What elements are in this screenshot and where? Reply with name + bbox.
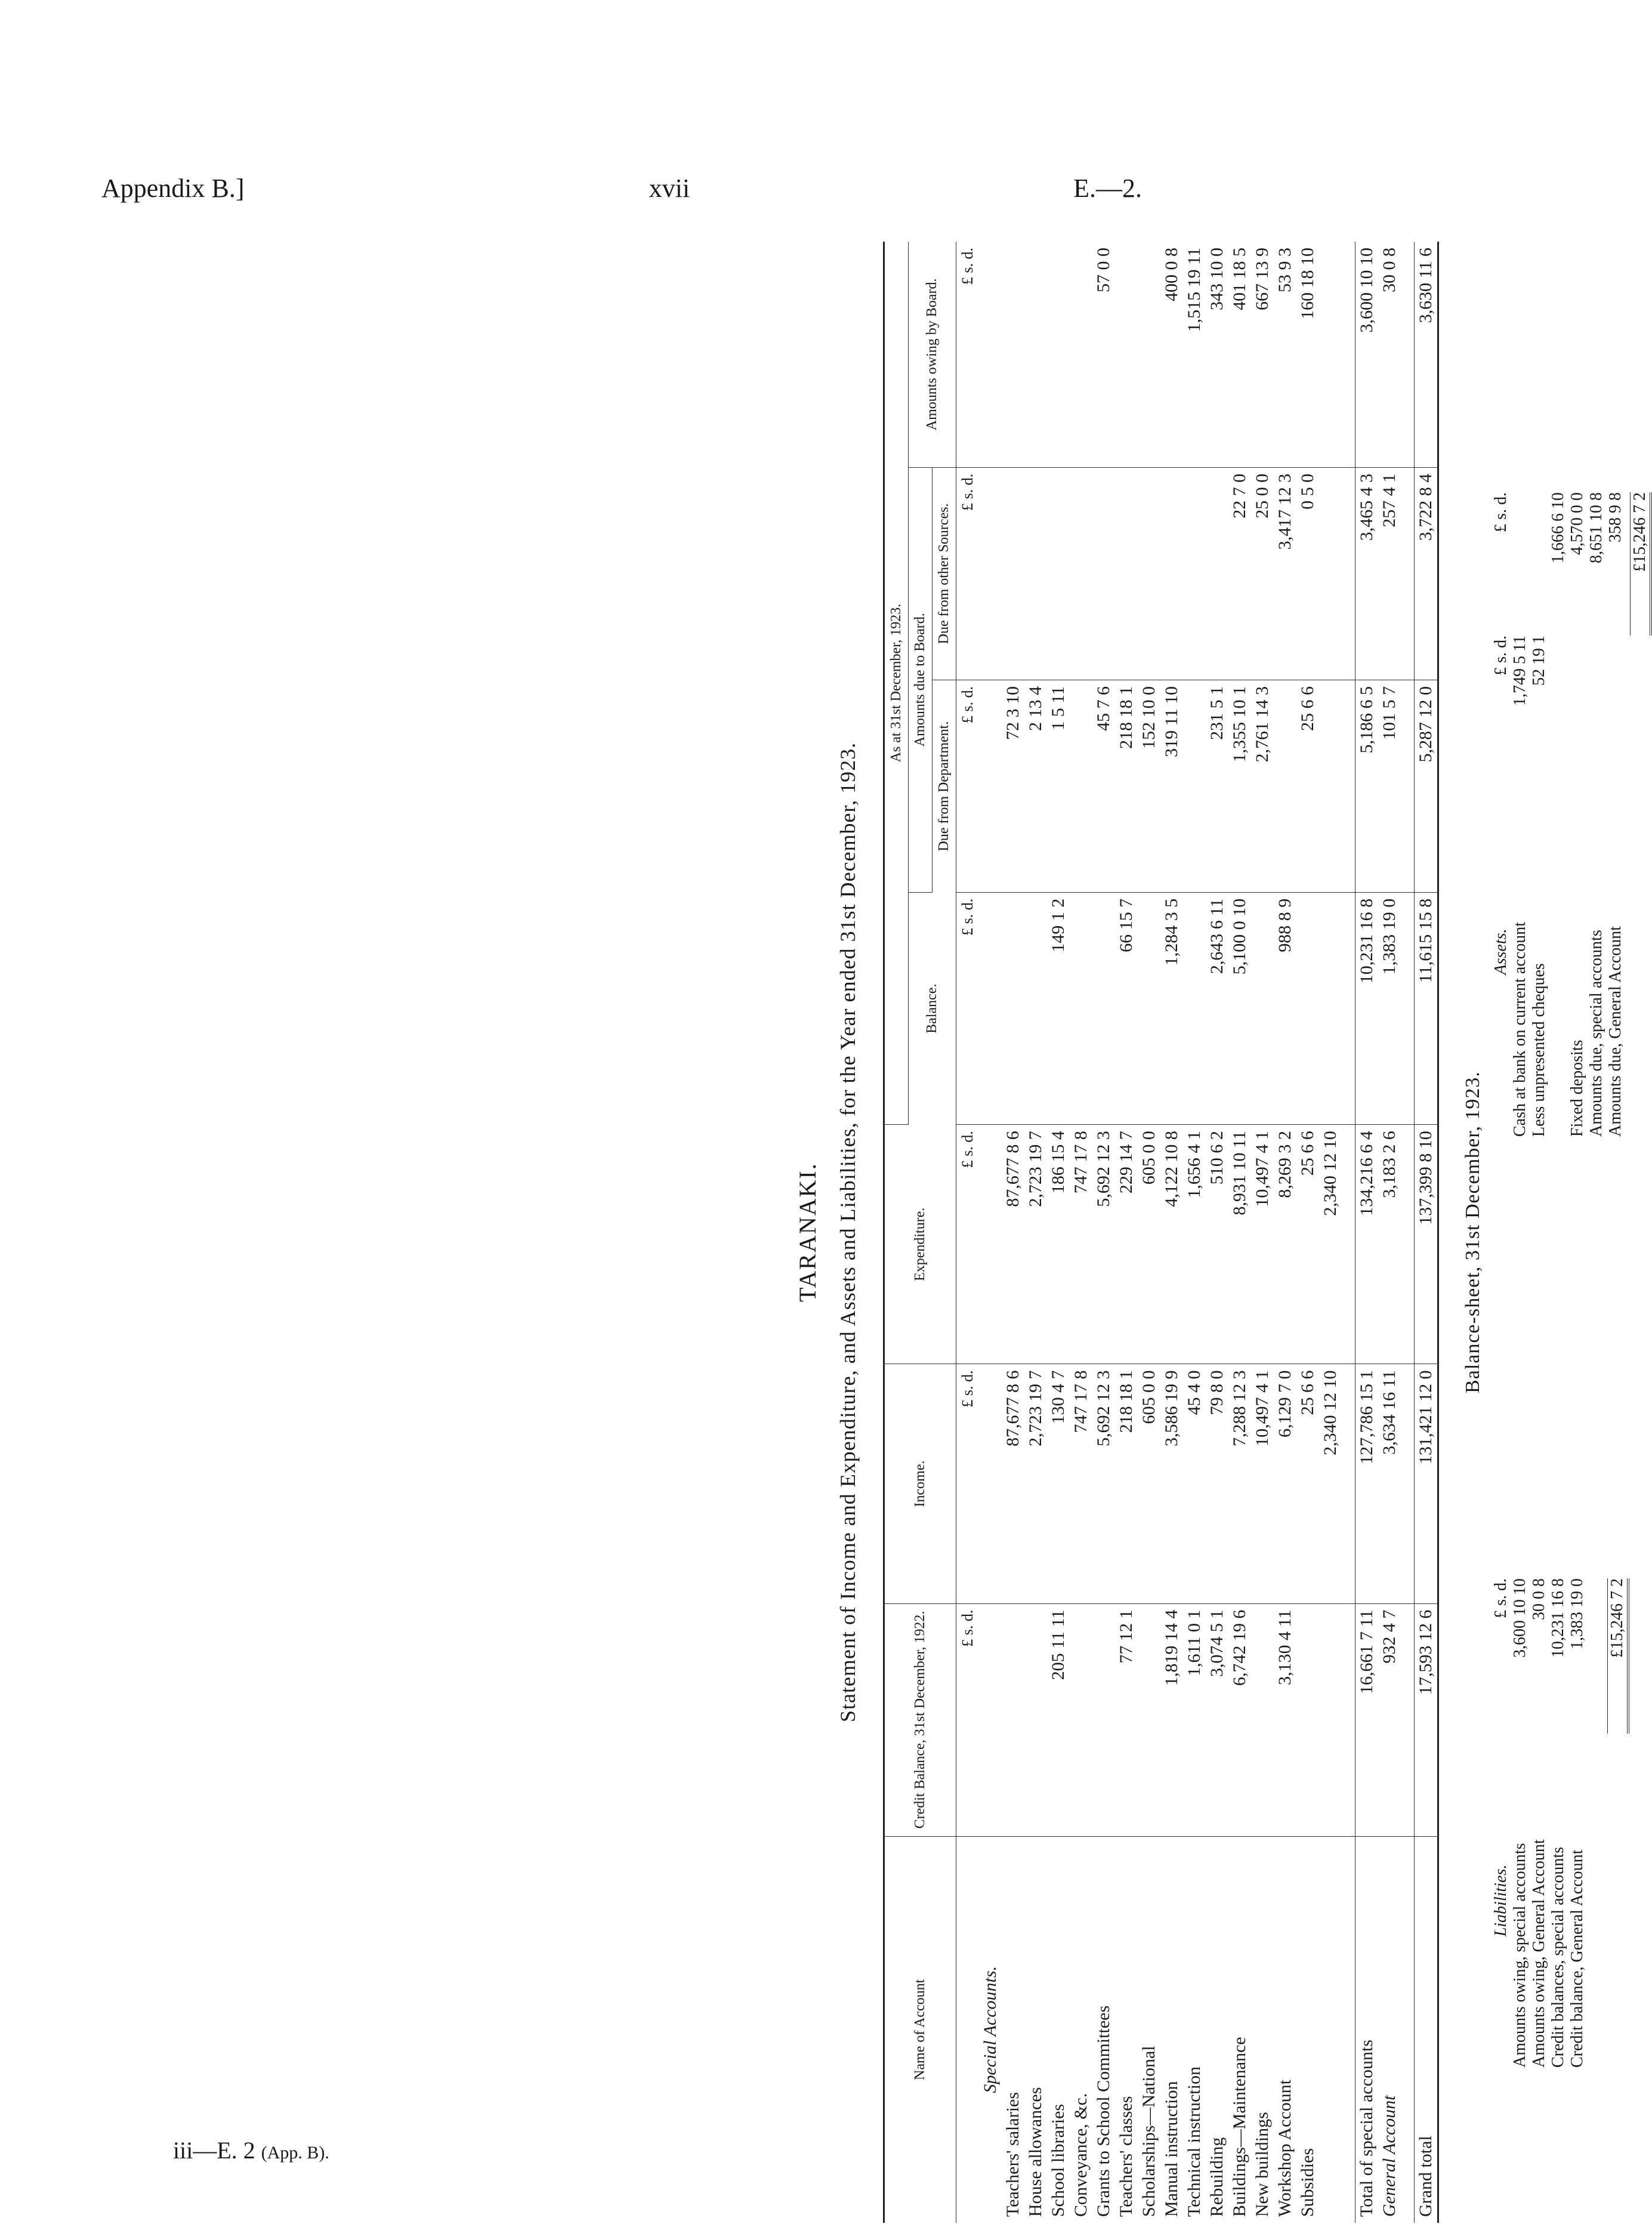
cell-dept: 25 6 6 — [1296, 680, 1319, 893]
table-row — [1251, 242, 1274, 2223]
asset-row — [1568, 492, 1587, 1137]
units-cell: £ s. d. — [956, 242, 980, 467]
cell-credit — [1070, 1603, 1092, 1836]
liability-row — [1511, 1578, 1530, 2068]
cell-bal: 66 15 7 — [1115, 892, 1138, 1124]
assets-total: £15,246 7 2 — [1630, 492, 1652, 636]
cell-bal: 5,100 0 10 — [1228, 892, 1251, 1124]
account-name — [1319, 1836, 1342, 2223]
asset-value-2 — [1530, 492, 1549, 636]
table-row — [1296, 242, 1319, 2223]
cell-owing — [1319, 242, 1342, 467]
col-asat: As at 31st December, 1923. — [884, 242, 909, 1125]
cell-bal — [1070, 892, 1092, 1124]
rotated-statement — [793, 242, 1649, 2223]
cell-dept: 218 18 1 — [1115, 680, 1138, 893]
cell-owing: 401 18 5 — [1228, 242, 1251, 467]
cell-bal: 988 8 9 — [1274, 892, 1296, 1124]
table-row — [1160, 242, 1183, 2223]
liability-label: Credit balances, special accounts — [1549, 1846, 1567, 2068]
spacer-row — [1401, 242, 1415, 2223]
asset-value-1 — [1568, 636, 1587, 767]
cell-owing: 667 13 9 — [1251, 242, 1274, 467]
cell-income: 10,497 4 1 — [1251, 1364, 1274, 1603]
cell-credit: 1,611 0 1 — [1183, 1603, 1206, 1836]
table-row — [1319, 242, 1342, 2223]
asset-row — [1587, 492, 1606, 1137]
cell-bal: 149 1 2 — [1047, 892, 1070, 1124]
cell-exp: 87,677 8 6 — [1002, 1125, 1024, 1364]
cell-owing: 3,600 10 10 — [1355, 242, 1379, 467]
cell-other: 22 7 0 — [1228, 467, 1251, 680]
page-number: xvii — [649, 174, 690, 203]
units-row — [956, 242, 980, 2223]
units-cell: £ s. d. — [956, 892, 980, 1124]
cell-dept — [1274, 680, 1296, 893]
liab-units: £ s. d. — [1492, 1578, 1510, 1618]
cell-other: 3,417 12 3 — [1274, 467, 1296, 680]
table-row — [1274, 242, 1296, 2223]
assets-units-2: £ s. d. — [1492, 492, 1510, 532]
cell-bal — [1092, 892, 1115, 1124]
document-code: E.—2. — [1073, 174, 1142, 203]
assets-units-1: £ s. d. — [1492, 636, 1510, 675]
asset-row — [1530, 492, 1549, 1137]
footer-suffix: (App. B). — [261, 2143, 329, 2163]
liability-row — [1530, 1578, 1549, 2068]
cell-dept: 1,355 10 1 — [1228, 680, 1251, 893]
cell-dept: 5,186 6 5 — [1355, 680, 1379, 893]
cell-income: 747 17 8 — [1070, 1364, 1092, 1603]
table-row — [1183, 242, 1206, 2223]
liabilities-block — [1492, 1578, 1629, 2068]
cell-income: 87,677 8 6 — [1002, 1364, 1024, 1603]
cell-dept: 319 11 10 — [1160, 680, 1183, 893]
account-name: Total of special accounts — [1355, 1836, 1379, 2223]
cell-income: 218 18 1 — [1115, 1364, 1138, 1603]
statement-title: TARANAKI. — [794, 1162, 821, 1302]
cell-exp: 1,656 4 1 — [1183, 1125, 1206, 1364]
col-due-other: Due from other Sources. — [932, 467, 956, 680]
cell-other: 3,465 4 3 — [1355, 467, 1379, 680]
cell-credit — [1296, 1603, 1319, 1836]
liabilities-total: £15,246 7 2 — [1607, 1578, 1629, 1734]
cell-income: 2,723 19 7 — [1024, 1364, 1047, 1603]
table-row — [1002, 242, 1024, 2223]
cell-income: 2,340 12 10 — [1319, 1364, 1342, 1603]
asset-row — [1549, 492, 1568, 1137]
appendix-label: Appendix B.] — [101, 174, 245, 203]
cell-bal — [1251, 892, 1274, 1124]
table-row — [1228, 242, 1251, 2223]
asset-row — [1511, 492, 1530, 1137]
cell-other — [1070, 467, 1092, 680]
cell-income: 130 4 7 — [1047, 1364, 1070, 1603]
cell-income: 79 8 0 — [1206, 1364, 1228, 1603]
account-name: Grand total — [1415, 1836, 1438, 2223]
col-credit: Credit Balance, 31st December, 1922. — [884, 1603, 956, 1836]
account-name: Technical instruction — [1184, 2066, 1204, 2217]
cell-income: 25 6 6 — [1296, 1364, 1319, 1603]
asset-row — [1606, 492, 1625, 1137]
cell-dept — [1319, 680, 1342, 893]
account-name: Scholarships—National — [1139, 2046, 1159, 2217]
cell-exp: 5,692 12 3 — [1092, 1125, 1115, 1364]
cell-exp: 229 14 7 — [1115, 1125, 1138, 1364]
asset-value-2 — [1511, 492, 1530, 636]
col-expenditure: Expenditure. — [884, 1125, 956, 1364]
cell-bal: 1,383 19 0 — [1378, 892, 1401, 1124]
cell-income: 3,586 19 9 — [1160, 1364, 1183, 1603]
asset-label: Amounts due, General Account — [1606, 926, 1625, 1137]
cell-bal: 1,284 3 5 — [1160, 892, 1183, 1124]
cell-owing — [1024, 242, 1047, 467]
col-due-board: Amounts due to Board. — [909, 467, 932, 892]
cell-other — [1092, 467, 1115, 680]
cell-dept: 101 5 7 — [1378, 680, 1401, 893]
liability-label: Amounts owing, General Account — [1530, 1839, 1548, 2068]
cell-bal: 11,615 15 8 — [1415, 892, 1438, 1124]
footer-code-text: iii—E. 2 — [173, 2137, 255, 2164]
table-row — [1070, 242, 1092, 2223]
cell-exp: 747 17 8 — [1070, 1125, 1092, 1364]
asset-label: Less unpresented cheques — [1530, 963, 1548, 1137]
statement-table — [883, 242, 1439, 2223]
cell-owing: 343 10 0 — [1206, 242, 1228, 467]
account-name: Rebuilding — [1207, 2137, 1227, 2217]
cell-owing: 57 0 0 — [1092, 242, 1115, 467]
cell-owing: 400 0 8 — [1160, 242, 1183, 467]
table-row — [1138, 242, 1160, 2223]
cell-credit — [1024, 1603, 1047, 1836]
col-due-dept: Due from Department. — [932, 680, 956, 893]
units-cell: £ s. d. — [956, 1125, 980, 1364]
statement-subtitle: Statement of Income and Expenditure, and Assets and Liabilities, for the Year ended 31st December, 1923. — [836, 742, 860, 1723]
asset-value-1: 1,749 5 11 — [1511, 636, 1529, 706]
cell-dept: 152 10 0 — [1138, 680, 1160, 893]
units-cell: £ s. d. — [956, 467, 980, 680]
cell-dept: 72 3 10 — [1002, 680, 1024, 893]
balance-sheet-title: Balance-sheet, 31st December, 1923. — [1462, 1071, 1484, 1393]
liability-value: 10,231 16 8 — [1549, 1578, 1567, 1658]
cell-exp: 3,183 2 6 — [1378, 1125, 1401, 1364]
cell-exp: 2,723 19 7 — [1024, 1125, 1047, 1364]
cell-other — [1319, 467, 1342, 680]
account-name: School libraries — [1048, 2103, 1068, 2217]
cell-exp: 10,497 4 1 — [1251, 1125, 1274, 1364]
liability-value: 30 0 8 — [1530, 1578, 1548, 1620]
asset-label — [1549, 767, 1568, 1137]
assets-block — [1492, 492, 1652, 1137]
asset-value-2: 358 9 8 — [1606, 492, 1625, 542]
asset-label: Cash at bank on current account — [1511, 922, 1529, 1137]
account-name: Subsidies — [1298, 2148, 1317, 2217]
cell-income: 6,129 7 0 — [1274, 1364, 1296, 1603]
liability-label: Amounts owing, special accounts — [1511, 1843, 1529, 2068]
cell-credit: 6,742 19 6 — [1228, 1603, 1251, 1836]
cell-other — [1047, 467, 1070, 680]
cell-other: 0 5 0 — [1296, 467, 1319, 680]
cell-credit: 3,074 5 1 — [1206, 1603, 1228, 1836]
table-row — [1024, 242, 1047, 2223]
asset-value-1 — [1587, 636, 1606, 767]
special-heading-row — [979, 242, 1002, 2223]
cell-credit — [1319, 1603, 1342, 1836]
cell-other — [1002, 467, 1024, 680]
cell-bal: 10,231 16 8 — [1355, 892, 1379, 1124]
cell-exp: 134,216 6 4 — [1355, 1125, 1379, 1364]
cell-owing — [1115, 242, 1138, 467]
cell-other — [1160, 467, 1183, 680]
asset-value-1 — [1606, 636, 1625, 767]
cell-other — [1138, 467, 1160, 680]
cell-dept — [1070, 680, 1092, 893]
cell-owing: 3,630 11 6 — [1415, 242, 1438, 467]
cell-bal — [1024, 892, 1047, 1124]
cell-bal — [1002, 892, 1024, 1124]
col-income: Income. — [884, 1364, 956, 1603]
cell-credit: 205 11 11 — [1047, 1603, 1070, 1836]
cell-income: 5,692 12 3 — [1092, 1364, 1115, 1603]
cell-credit — [1138, 1603, 1160, 1836]
cell-exp: 8,269 3 2 — [1274, 1125, 1296, 1364]
assets-heading: Assets. — [1492, 929, 1510, 975]
table-row — [1047, 242, 1070, 2223]
table-row — [1115, 242, 1138, 2223]
cell-income: 3,634 16 11 — [1378, 1364, 1401, 1603]
cell-other: 257 4 1 — [1378, 467, 1401, 680]
cell-exp: 510 6 2 — [1206, 1125, 1228, 1364]
cell-other — [1206, 467, 1228, 680]
table-row — [1355, 242, 1379, 2223]
account-name: House allowances — [1026, 2087, 1045, 2217]
liability-value: 3,600 10 10 — [1511, 1578, 1529, 1658]
table-row — [1415, 242, 1438, 2223]
cell-credit: 932 4 7 — [1378, 1603, 1401, 1836]
table-row — [1092, 242, 1115, 2223]
cell-exp: 25 6 6 — [1296, 1125, 1319, 1364]
cell-income: 45 4 0 — [1183, 1364, 1206, 1603]
liability-row — [1549, 1578, 1568, 2068]
cell-credit: 17,593 12 6 — [1415, 1603, 1438, 1836]
cell-other — [1115, 467, 1138, 680]
cell-dept: 2,761 14 3 — [1251, 680, 1274, 893]
cell-other — [1183, 467, 1206, 680]
cell-exp: 4,122 10 8 — [1160, 1125, 1183, 1364]
col-owing: Amounts owing by Board. — [909, 242, 956, 467]
account-name: Manual instruction — [1162, 2081, 1181, 2217]
account-name: Teachers' classes — [1116, 2096, 1136, 2217]
cell-income: 127,786 15 1 — [1355, 1364, 1379, 1603]
liabilities-heading: Liabilities. — [1492, 1864, 1510, 1937]
account-name: Teachers' salaries — [1003, 2092, 1023, 2217]
cell-owing — [1070, 242, 1092, 467]
table-row — [1206, 242, 1228, 2223]
cell-other: 25 0 0 — [1251, 467, 1274, 680]
col-balance: Balance. — [909, 892, 956, 1124]
cell-bal: 2,643 6 11 — [1206, 892, 1228, 1124]
cell-exp: 605 0 0 — [1138, 1125, 1160, 1364]
cell-owing: 30 0 8 — [1378, 242, 1401, 467]
cell-credit: 3,130 4 11 — [1274, 1603, 1296, 1836]
cell-exp: 137,399 8 10 — [1415, 1125, 1438, 1364]
cell-dept: 5,287 12 0 — [1415, 680, 1438, 893]
cell-bal — [1138, 892, 1160, 1124]
cell-other — [1024, 467, 1047, 680]
liability-label: Credit balance, General Account — [1568, 1849, 1586, 2068]
cell-credit — [1251, 1603, 1274, 1836]
cell-exp: 2,340 12 10 — [1319, 1125, 1342, 1364]
cell-income: 131,421 12 0 — [1415, 1364, 1438, 1603]
cell-credit: 1,819 14 4 — [1160, 1603, 1183, 1836]
liability-row — [1568, 1578, 1587, 2068]
cell-credit: 77 12 1 — [1115, 1603, 1138, 1836]
account-name: Workshop Account — [1275, 2079, 1295, 2217]
cell-dept: 231 5 1 — [1206, 680, 1228, 893]
account-name: New buildings — [1252, 2112, 1272, 2217]
cell-owing — [1002, 242, 1024, 467]
cell-other: 3,722 8 4 — [1415, 467, 1438, 680]
cell-owing: 160 18 10 — [1296, 242, 1319, 467]
cell-owing: 1,515 19 11 — [1183, 242, 1206, 467]
account-name: Buildings—Maintenance — [1230, 2037, 1249, 2217]
asset-value-2: 1,666 6 10 — [1549, 492, 1567, 563]
cell-dept: 2 13 4 — [1024, 680, 1047, 893]
cell-dept — [1183, 680, 1206, 893]
account-name: Grants to School Committees — [1094, 2005, 1113, 2217]
cell-bal — [1183, 892, 1206, 1124]
asset-value-1 — [1549, 636, 1568, 767]
cell-exp: 186 15 4 — [1047, 1125, 1070, 1364]
asset-label: Amounts due, special accounts — [1587, 930, 1605, 1137]
cell-dept: 1 5 11 — [1047, 680, 1070, 893]
units-cell: £ s. d. — [956, 1364, 980, 1603]
cell-income: 7,288 12 3 — [1228, 1364, 1251, 1603]
asset-value-2: 4,570 0 0 — [1568, 492, 1586, 555]
units-cell: £ s. d. — [956, 1603, 980, 1836]
account-name: General Account — [1379, 2095, 1399, 2217]
cell-credit — [1002, 1603, 1024, 1836]
cell-income: 605 0 0 — [1138, 1364, 1160, 1603]
asset-value-1: 52 19 1 — [1530, 636, 1548, 686]
liability-value: 1,383 19 0 — [1568, 1578, 1586, 1649]
cell-exp: 8,931 10 11 — [1228, 1125, 1251, 1364]
spacer-row — [1342, 242, 1355, 2223]
cell-bal — [1319, 892, 1342, 1124]
units-cell: £ s. d. — [956, 680, 980, 893]
table-row — [1378, 242, 1401, 2223]
cell-credit — [1092, 1603, 1115, 1836]
cell-owing — [1047, 242, 1070, 467]
cell-credit: 16,661 7 11 — [1355, 1603, 1379, 1836]
asset-value-2: 8,651 10 8 — [1587, 492, 1605, 563]
cell-dept: 45 7 6 — [1092, 680, 1115, 893]
col-name: Name of Account — [884, 1836, 956, 2223]
cell-bal — [1296, 892, 1319, 1124]
account-name: Conveyance, &c. — [1071, 2093, 1091, 2217]
asset-label: Fixed deposits — [1568, 1040, 1586, 1137]
cell-owing — [1138, 242, 1160, 467]
special-heading: Special Accounts. — [980, 1966, 1000, 2093]
cell-owing: 53 9 3 — [1274, 242, 1296, 467]
footer-code — [173, 2136, 329, 2164]
